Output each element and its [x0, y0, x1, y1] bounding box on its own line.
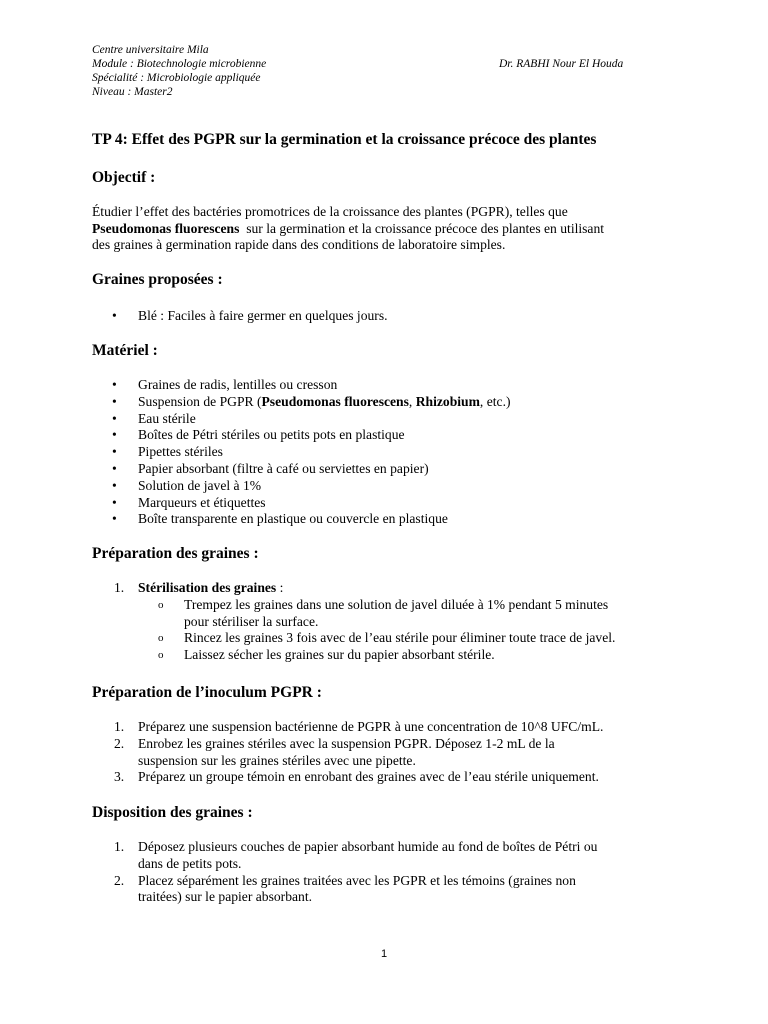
step-title-suffix: : — [276, 580, 284, 595]
list-item — [114, 736, 603, 770]
preparation-graines-heading: Préparation des graines : — [92, 545, 259, 562]
list-item-text — [138, 873, 576, 907]
list-item-text — [138, 839, 597, 873]
list-item — [114, 478, 511, 495]
species-name: Pseudomonas fluorescens — [261, 393, 409, 409]
sub-list-item — [160, 630, 615, 647]
document-header — [92, 43, 652, 99]
species-name: Pseudomonas fluorescens — [92, 220, 240, 236]
list-item — [114, 495, 511, 512]
item-text: Suspension de PGPR ( — [138, 393, 262, 409]
header-module: Module : Biotechnologie microbienne — [92, 58, 267, 70]
list-item — [114, 444, 511, 461]
list-item-text: Blé : Faciles à faire germer en quelques jours. — [138, 308, 388, 323]
text-line: suspension sur les graines stériles avec une pipette. — [138, 752, 416, 768]
text-line: Enrobez les graines stériles avec la suspension PGPR. Déposez 1-2 mL de la — [138, 735, 555, 751]
list-item — [114, 511, 511, 528]
list-item-text: Eau stérile — [138, 410, 196, 426]
bullet-marker: • — [112, 410, 117, 426]
list-item-text: Boîtes de Pétri stériles ou petits pots en plastique — [138, 427, 405, 443]
list-item — [114, 719, 603, 736]
bullet-marker: • — [112, 377, 117, 392]
step-title: Stérilisation des graines — [138, 580, 277, 595]
header-speciality: Spécialité : Microbiologie appliquée — [92, 72, 261, 84]
list-item — [114, 377, 511, 394]
list-item — [114, 394, 511, 411]
list-item-text — [138, 394, 511, 411]
materiel-heading: Matériel : — [92, 342, 158, 359]
bullet-marker: • — [112, 460, 117, 476]
sub-bullet-marker: o — [158, 649, 164, 662]
sub-list-item — [160, 647, 615, 664]
list-item-text: Marqueurs et étiquettes — [138, 494, 266, 510]
list-item-text: Solution de javel à 1% — [138, 477, 262, 493]
objectif-line-3: des graines à germination rapide dans des conditions de laboratoire simples. — [92, 237, 506, 252]
objectif-line-2-text: sur la germination et la croissance précoce des plantes en utilisant — [239, 220, 605, 236]
item-text: , etc.) — [479, 393, 511, 409]
header-author: Dr. RABHI Nour El Houda — [499, 58, 624, 70]
list-item-text: Papier absorbant (filtre à café ou serviettes en papier) — [138, 460, 429, 476]
bullet-marker: • — [112, 427, 117, 443]
sub-list-item-text — [184, 597, 608, 631]
text-line: Déposez plusieurs couches de papier absorbant humide au fond de boîtes de Pétri ou — [138, 839, 598, 854]
graines-list — [114, 308, 388, 325]
header-institution: Centre universitaire Mila — [92, 44, 209, 56]
sub-bullet-marker: o — [158, 632, 164, 645]
item-text: , — [408, 393, 416, 409]
number-marker: 1. — [114, 719, 125, 734]
sub-list-item-text: Rincez les graines 3 fois avec de l’eau stérile pour éliminer toute trace de javel. — [184, 630, 616, 646]
bullet-marker: • — [112, 308, 117, 323]
list-item — [114, 839, 597, 873]
list-item-text: Préparez un groupe témoin en enrobant des graines avec de l’eau stérile uniquement. — [138, 769, 599, 785]
list-item-text: Préparez une suspension bactérienne de PGPR à une concentration de 10^8 UFC/mL. — [138, 719, 604, 734]
header-level: Niveau : Master2 — [92, 86, 173, 98]
number-marker: 2. — [114, 735, 125, 751]
bullet-marker: • — [112, 511, 117, 527]
bullet-marker: • — [112, 393, 117, 409]
bullet-marker: • — [112, 444, 117, 460]
list-item — [114, 580, 616, 664]
list-item-text: Graines de radis, lentilles ou cresson — [138, 377, 338, 392]
text-line: Placez séparément les graines traitées avec les PGPR et les témoins (graines non — [138, 872, 576, 888]
sub-list-item — [160, 597, 615, 631]
number-marker: 3. — [114, 769, 125, 785]
preparation-graines-list — [114, 580, 616, 664]
document-title: TP 4: Effet des PGPR sur la germination et la croissance précoce des plantes — [92, 131, 597, 148]
disposition-list — [114, 839, 597, 906]
species-name: Rhizobium — [415, 393, 480, 409]
list-item — [114, 308, 388, 325]
list-item — [114, 873, 597, 907]
list-item — [114, 769, 603, 786]
sub-list-item-text: Laissez sécher les graines sur du papier absorbant stérile. — [184, 647, 495, 663]
text-line: dans de petits pots. — [138, 855, 242, 871]
inoculum-list — [114, 719, 603, 786]
page-number: 1 — [380, 948, 388, 960]
disposition-heading: Disposition des graines : — [92, 804, 253, 821]
text-line: Trempez les graines dans une solution de javel diluée à 1% pendant 5 minutes — [184, 596, 609, 612]
list-item — [114, 461, 511, 478]
objectif-paragraph — [92, 204, 692, 254]
text-line: pour stériliser la surface. — [184, 613, 319, 629]
objectif-line-1: Étudier l’effet des bactéries promotrices de la croissance des plantes (PGPR), telles que — [92, 204, 568, 219]
bullet-marker: • — [112, 477, 117, 493]
objectif-heading: Objectif : — [92, 169, 156, 186]
list-item-text — [138, 580, 283, 597]
list-item-text: Pipettes stériles — [138, 444, 223, 460]
number-marker: 2. — [114, 872, 125, 888]
number-marker: 1. — [114, 839, 125, 854]
bullet-marker: • — [112, 494, 117, 510]
graines-heading: Graines proposées : — [92, 271, 223, 288]
list-item-text: Boîte transparente en plastique ou couvercle en plastique — [138, 511, 448, 527]
sub-bullet-marker: o — [158, 598, 164, 611]
inoculum-heading: Préparation de l’inoculum PGPR : — [92, 684, 322, 701]
list-item — [114, 411, 511, 428]
text-line: traitées) sur le papier absorbant. — [138, 889, 313, 905]
number-marker: 1. — [114, 580, 125, 595]
materiel-list — [114, 377, 511, 528]
list-item — [114, 427, 511, 444]
list-item-text — [138, 736, 555, 770]
objectif-line-2 — [92, 221, 692, 238]
sterilisation-substeps — [160, 597, 615, 664]
